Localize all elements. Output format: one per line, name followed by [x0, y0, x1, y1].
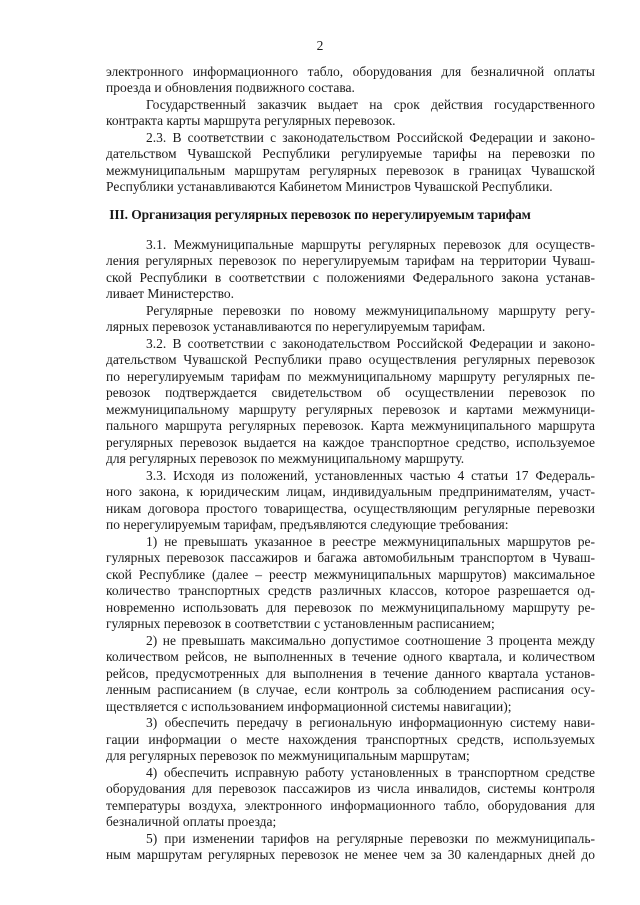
text-line: межмуниципальному маршруту регулярных перевозок и картами межмуници- [106, 402, 595, 417]
text-line: 4) обеспечить исправную работу установленных в транспортном средстве [146, 765, 595, 780]
text-line: по нерегулируемым тарифам по межмуниципальному маршруту регулярных пе- [106, 369, 595, 384]
text-line: дательством Чувашской Республики право осуществления регулярных перевозок [106, 352, 595, 367]
text-line: ным маршрутам регулярных перевозок не менее чем за 30 календарных дней до [106, 847, 595, 862]
text-line: по нерегулируемым тарифам, предъявляются следующие требования: [106, 517, 509, 532]
text-line: 3) обеспечить передачу в региональную информационную систему нави- [146, 715, 595, 730]
text-line: межмуниципальным маршрутам регулярных перевозок в границах Чувашской [106, 163, 595, 178]
text-line: ревозок подтверждается свидетельством об осуществлении перевозок по [106, 385, 595, 400]
text-line: ленным расписанием (в случае, если контроль за соблюдением расписания осу- [106, 682, 595, 697]
text-line: рейсов, предусмотренных для выполнения в течение данного квартала установ- [106, 666, 595, 681]
text-line: ного закона, к юридическим лицам, индивидуальным предпринимателям, участ- [106, 484, 595, 499]
text-line: для регулярных перевозок по межмуниципальному маршруту. [106, 451, 465, 466]
page-number: 2 [316, 38, 324, 53]
text-line: оборудования для перевозок пассажиров из числа инвалидов, системы контроля [106, 781, 595, 796]
text-line: 2.3. В соответствии с законодательством Российской Федерации и законо- [146, 130, 595, 145]
text-line: пального маршрута регулярных перевозок. Карта межмуниципального маршрута [106, 418, 595, 433]
text-line: 3.2. В соответствии с законодательством Российской Федерации и законо- [146, 336, 595, 351]
text-line: Республики устанавливаются Кабинетом Министров Чувашской Республики. [106, 179, 553, 194]
text-line: Регулярные перевозки по новому межмуниципальному маршруту регу- [146, 303, 595, 318]
text-line: безналичной оплаты проезда; [106, 814, 277, 829]
text-line: гации информации о месте нахождения транспортных средств, используемых [106, 732, 595, 747]
text-line: ской Республики в соответствии с положениями Федерального закона устанав- [106, 270, 595, 285]
text-line: новременно использовать для перевозок по межмуниципальному маршруту ре- [106, 600, 595, 615]
text-line: для регулярных перевозок по межмуниципальным маршрутам; [106, 748, 470, 763]
text-line: проезда и обновления подвижного состава. [106, 80, 355, 95]
text-line: количество транспортных средств различных классов, которое разрешается од- [106, 583, 595, 598]
text-line: 3.1. Межмуниципальные маршруты регулярных перевозок для осуществ- [146, 237, 595, 252]
text-line: 1) не превышать указанное в реестре межмуниципальных маршрутов ре- [146, 534, 595, 549]
text-line: 2) не превышать максимально допустимое соотношение 3 процента между [146, 633, 595, 648]
text-line: гулярных перевозок пассажиров и багажа автомобильным транспортом в Чуваш- [106, 550, 595, 565]
text-line: контракта карты маршрута регулярных перевозок. [106, 113, 396, 128]
text-line: ления регулярных перевозок по нерегулируемым тарифам на территории Чуваш- [106, 253, 595, 268]
text-line: гулярных перевозок в соответствии с установленным расписанием; [106, 616, 495, 631]
section-3-heading: III. Организация регулярных перевозок по нерегулируемым тарифам [109, 207, 531, 222]
text-line: Государственный заказчик выдает на срок действия государственного [146, 97, 595, 112]
text-line: 5) при изменении тарифов на регулярные перевозки по межмуниципаль- [146, 831, 595, 846]
text-line: регулярных перевозок выдается на каждое транспортное средство, используемое [106, 435, 595, 450]
text-line: электронного информационного табло, оборудования для безналичной оплаты [106, 64, 595, 79]
text-line: ской Республике (далее – реестр межмуниципальных маршрутов) максимальное [106, 567, 595, 582]
text-line: количеством рейсов, не выполненных в течение одного квартала, и количеством [106, 649, 595, 664]
text-line: температуры воздуха, электронного информационного табло, оборудования для [106, 798, 595, 813]
text-line: лярных перевозок устанавливаются по нерегулируемым тарифам. [106, 319, 486, 334]
text-line: ливает Министерство. [106, 286, 235, 301]
text-line: дательством Чувашской Республики регулируемые тарифы на перевозки по [106, 146, 595, 161]
text-line: никам договора простого товарищества, осуществляющим регулярные перевозки [106, 501, 595, 516]
text-line: ществляется с использованием информационной системы навигации); [106, 699, 512, 714]
text-line: 3.3. Исходя из положений, установленных частью 4 статьи 17 Федераль- [146, 468, 595, 483]
